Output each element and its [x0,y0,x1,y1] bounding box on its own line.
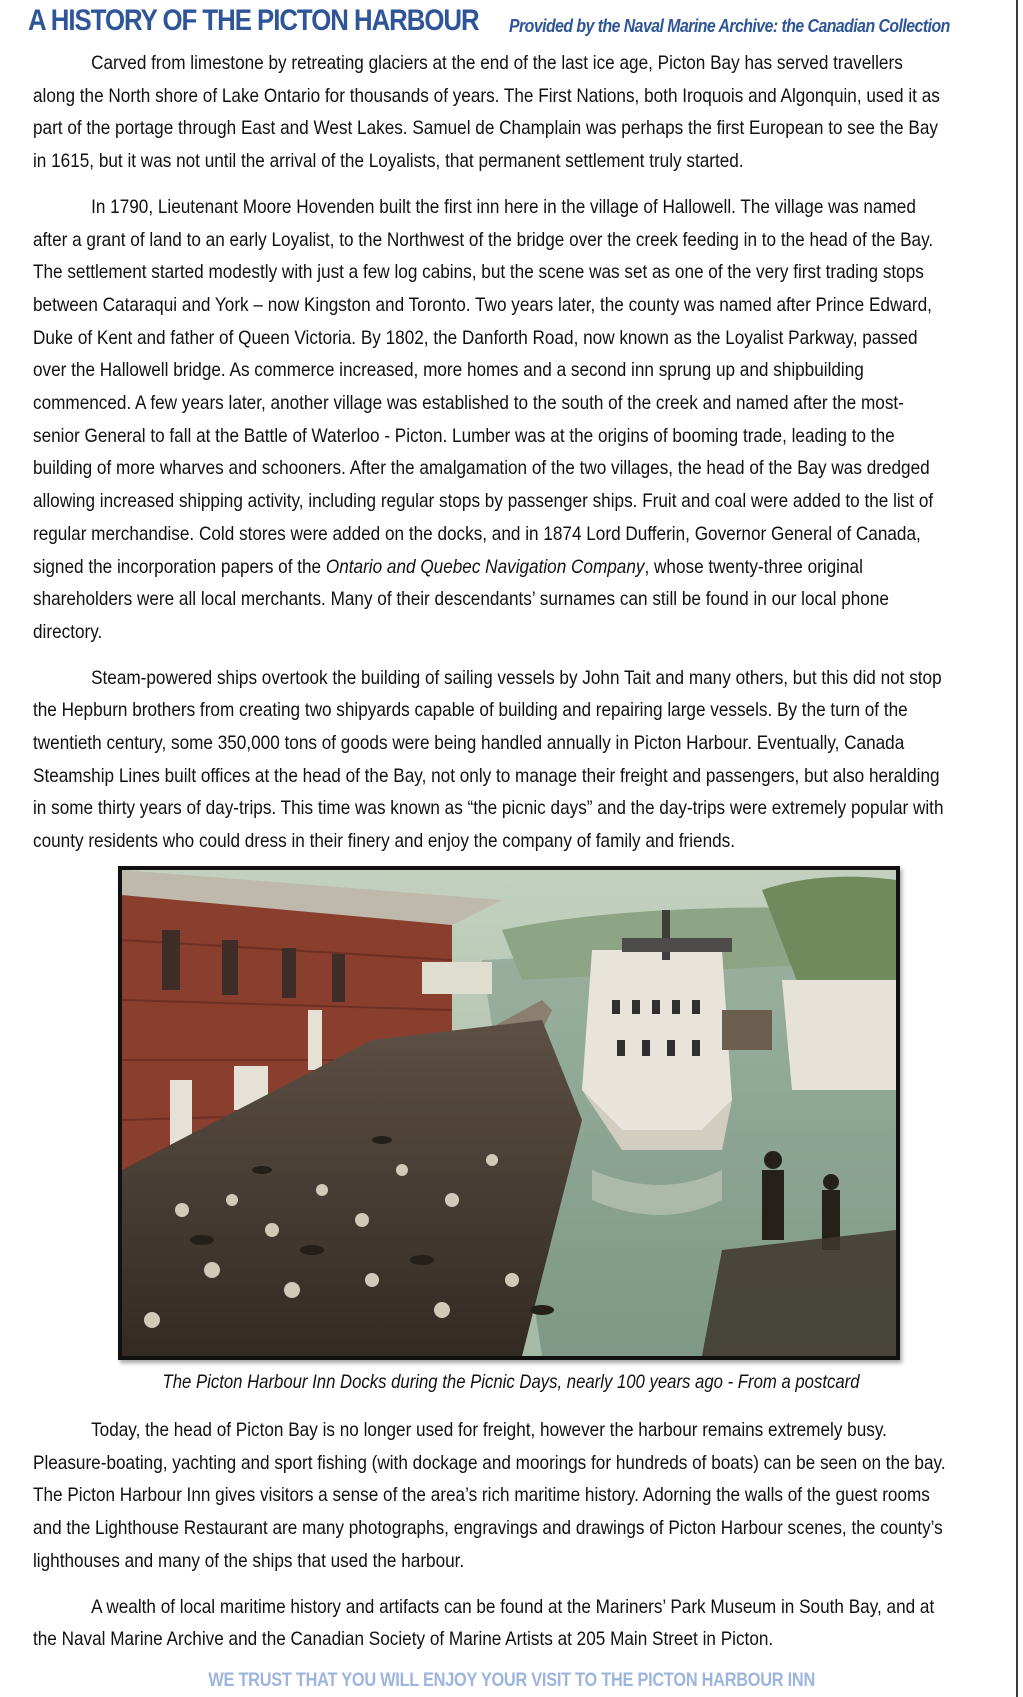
footer-banner [0,1670,1023,1692]
paragraph-today: Today, the head of Picton Bay is no longer used for freight, however the harbour remains extremely busy. Pleasure-boating, yachting and sport fishing (with dockage and moorings for hundreds of boats) can be seen on the bay. The Picton Harbour Inn gives visitors a sense of the area’s rich maritime history. Adorning the walls of the guest rooms and the Lighthouse Restaurant are many photographs, engravings and drawings of Picton Harbour scenes, the county’s lighthouses and many of the ships that used the harbour. [33,1419,946,1572]
article-body-lower [33,1414,948,1669]
photo-caption [0,1370,1023,1396]
company-name-emphasis: Ontario and Quebec Navigation Company [325,555,645,578]
photo-caption-text: The Picton Harbour Inn Docks during the Picnic Days, nearly 100 years ago - From a postcard [162,1372,860,1393]
paragraph-settlement-text: In 1790, Lieutenant Moore Hovenden built the first inn here in the village of Hallowell. The village was named after a grant of land to an early Loyalist, to the Northwest of the bridge over the creek feeding in to the head of the Bay. The settlement started modestly with just a few log cabins, but the scene was set as one of the very first trading stops between Cataraqui and York – now Kingston and Toronto. Two years later, the county was named after Prince Edward, Duke of Kent and father of Queen Victoria. By 1802, the Danforth Road, now known as the Loyalist Parkway, passed over the Hallowell bridge. As commerce increased, more homes and a second inn sprung up and shipbuilding commenced. A few years later, another village was established to the south of the creek and named after the most-senior General to fall at the Battle of Waterloo - Picton. Lumber was at the origins of booming trade, leading to the building of more wharves and schooners. After the amalgamation of the two villages, the head of the Bay was dredged allowing increased shipping activity, including regular stops by passenger ships. Fruit and coal were added to the list of regular merchandise. Cold stores were added on the docks, and in 1874 Lord Dufferin, Governor General of Canada, signed the incorporation papers of the [33,195,934,578]
page-header [28,4,1008,38]
page-border-rule [1016,0,1018,1697]
paragraph-settlement-text-end: , whose twenty-three original shareholders were all local merchants. Many of their descendants’ surnames can still be found in our local phone directory. [33,555,889,643]
footer-text: WE TRUST THAT YOU WILL ENJOY YOUR VISIT TO THE PICTON HARBOUR INN [208,1670,815,1691]
paragraph-museum: A wealth of local maritime history and artifacts can be found at the Mariners’ Park Museum in South Bay, and at the Naval Marine Archive and the Canadian Society of Marine Artists at 205 Main Street in Picton. [33,1595,935,1651]
paragraph-steamships: Steam-powered ships overtook the building of sailing vessels by John Tait and many others, but this did not stop the Hepburn brothers from creating two shipyards capable of building and repairing large vessels. By the turn of the twentieth century, some 350,000 tons of goods were being handled annually in Picton Harbour. Eventually, Canada Steamship Lines built offices at the head of the Bay, not only to manage their freight and passengers, but also heralding in some thirty years of day-trips. This time was known as “the picnic days” and the day-trips were extremely popular with county residents who could dress in their finery and enjoy the company of family and friends. [33,666,944,853]
page-subtitle: Provided by the Naval Marine Archive: the Canadian Collection [509,16,950,36]
historic-postcard-photo-icon [122,870,896,1356]
article-body-upper [33,47,948,871]
page-title: A HISTORY OF THE PICTON HARBOUR [28,4,479,37]
paragraph-settlement [33,191,948,649]
postcard-photo [118,866,900,1360]
paragraph-geology: Carved from limestone by retreating glaciers at the end of the last ice age, Picton Bay has served travellers along the North shore of Lake Ontario for thousands of years. The First Nations, both Iroquois and Algonquin, used it as part of the portage through East and West Lakes. Samuel de Champlain was perhaps the first European to see the Bay in 1615, but it was not until the arrival of the Loyalists, that permanent settlement truly started. [33,52,940,173]
